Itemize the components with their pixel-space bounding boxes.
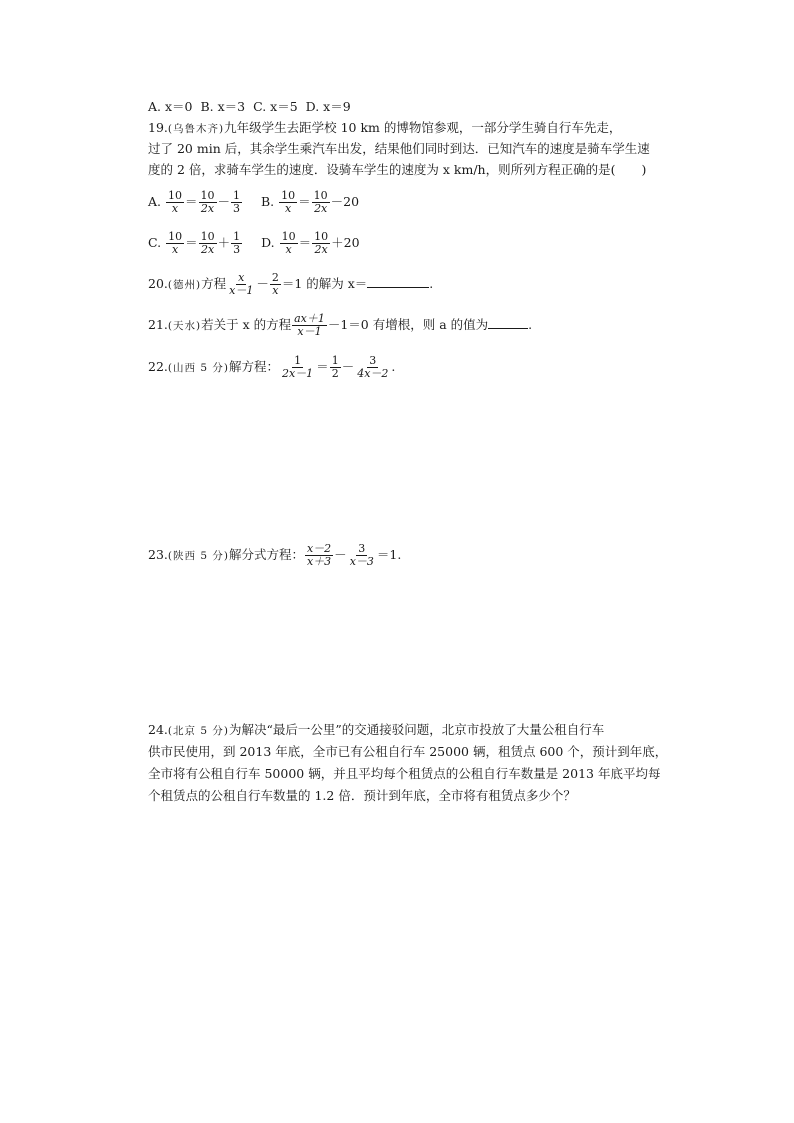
fraction: $\frac{ax+1}{x-1}$: [294, 312, 325, 338]
q21-text-post: －1＝0 有增根，则 a 的值为: [327, 317, 489, 332]
q19-options-cd: [148, 229, 360, 257]
q24-line-3: [148, 766, 660, 782]
q24-line-2: [148, 744, 667, 760]
q20-number: 20.: [148, 276, 168, 291]
q22-number: 22.: [148, 359, 168, 374]
q20-line: 20.(德州)方程 $\frac{x}{x-1}$ － $\frac{2}{x}$ ＝1 的解为 x＝ .: [148, 271, 434, 297]
q19-option-b-label: B.: [261, 194, 275, 209]
q20-text-pre: 方程: [201, 276, 227, 291]
q24-line-1: [148, 722, 604, 739]
q18-option-b: B. x＝3: [200, 99, 246, 114]
q20-text-post: ＝1 的解为 x＝: [281, 276, 368, 291]
q19-option-a-label: A.: [148, 194, 162, 209]
q24-number: 24.: [148, 722, 168, 737]
fraction: $\frac{10}{2x}$: [314, 230, 329, 256]
q24-text-3: 全市将有公租自行车 50000 辆，并且平均每个租赁点的公租自行车数量是 2013 年底平均每: [148, 766, 661, 781]
q23-text-pre: 解分式方程：: [228, 547, 304, 562]
fraction: $\frac{1}{3}$: [233, 189, 241, 215]
q21-answer-blank[interactable]: [488, 316, 528, 329]
q22-source: (山西 5 分): [167, 362, 229, 374]
q19-option-d: D. $\frac{10}{x}$ ＝ $\frac{10}{2x}$ ＋20: [261, 230, 360, 256]
q24-text-1: 为解决“最后一公里”的交通接驳问题，北京市投放了大量公租自行车: [228, 722, 605, 737]
fraction: $\frac{3}{4x-2}$: [357, 354, 389, 380]
fraction: $\frac{10}{2x}$: [200, 230, 215, 256]
fraction: $\frac{2}{x}$: [271, 271, 279, 297]
fraction: $\frac{10}{2x}$: [200, 189, 215, 215]
q19-text-2: 过了 20 min 后，其余学生乘汽车出发，结果他们同时到达．已知汽车的速度是骑车学生速: [148, 141, 650, 156]
q24-text-2: 供市民使用，到 2013 年底，全市已有公租自行车 25000 辆，租赁点 600 个，预计到年底，: [148, 744, 668, 759]
q24-line-4: [148, 788, 576, 804]
q22-text-pre: 解方程：: [228, 359, 279, 374]
q18-option-c: C. x＝5: [253, 99, 298, 114]
q21-line: 21.(天水)若关于 x 的方程 $\frac{ax+1}{x-1}$ －1＝0 有增根，则 a 的值为 .: [148, 312, 533, 338]
q19-paren-close: ): [641, 162, 647, 177]
fraction: $\frac{x}{x-1}$: [229, 271, 254, 297]
q19-source: (乌鲁木齐): [167, 123, 225, 135]
fraction: $\frac{10}{x}$: [281, 189, 296, 215]
fraction: $\frac{10}{x}$: [168, 189, 182, 215]
q23-source: (陕西 5 分): [167, 550, 229, 562]
q20-source: (德州): [167, 279, 202, 291]
q19-option-c-label: C.: [148, 235, 162, 250]
fraction: $\frac{10}{x}$: [168, 230, 183, 256]
fraction: $\frac{3}{x-3}$: [349, 542, 374, 568]
q23-number: 23.: [148, 547, 168, 562]
q18-options: [148, 99, 355, 115]
fraction: $\frac{x-2}{x+3}$: [306, 542, 332, 568]
fraction: $\frac{1}{2}$: [331, 354, 339, 380]
q19-options-ab: [148, 188, 359, 216]
q20-answer-blank[interactable]: [367, 275, 429, 288]
q23-line: 23.(陕西 5 分)解分式方程： $\frac{x-2}{x+3}$ － $\frac{3}{x-3}$ ＝1.: [148, 542, 402, 568]
fraction: $\frac{10}{2x}$: [313, 189, 328, 215]
q23-text-post: ＝1.: [376, 547, 402, 562]
q19-line-2: [148, 141, 650, 157]
q18-option-a: A. x＝0: [148, 99, 193, 114]
fraction: $\frac{10}{x}$: [281, 230, 296, 256]
q19-number: 19.: [148, 120, 168, 135]
q19-text-1: 九年级学生去距学校 10 km 的博物馆参观，一部分学生骑自行车先走，: [224, 120, 622, 135]
q21-number: 21.: [148, 317, 168, 332]
q21-source: (天水): [167, 320, 202, 332]
q19-line-1: [148, 120, 621, 137]
q19-line-3: [148, 162, 646, 178]
q24-text-4: 个租赁点的公租自行车数量的 1.2 倍．预计到年底，全市将有租赁点多少个？: [148, 788, 576, 803]
q22-line: 22.(山西 5 分)解方程： $\frac{1}{2x-1}$ ＝ $\frac{1}{2}$ － $\frac{3}{4x-2}$ .: [148, 354, 396, 380]
q19-option-b: B. $\frac{10}{x}$ ＝ $\frac{10}{2x}$ －20: [261, 189, 360, 215]
q19-option-d-label: D.: [261, 235, 275, 250]
q24-source: (北京 5 分): [167, 725, 229, 737]
fraction: $\frac{1}{3}$: [233, 230, 241, 256]
fraction: $\frac{1}{2x-1}$: [281, 354, 314, 380]
q19-option-a: A. $\frac{10}{x}$ ＝ $\frac{10}{2x}$ － $\frac{1}{3}$: [148, 189, 241, 215]
q18-option-d: D. x＝9: [305, 99, 351, 114]
q19-option-c: C. $\frac{10}{x}$ ＝ $\frac{10}{2x}$ ＋ $\frac{1}{3}$: [148, 230, 241, 256]
q21-text-pre: 若关于 x 的方程: [201, 317, 292, 332]
q19-text-3: 度的 2 倍，求骑车学生的速度．设骑车学生的速度为 x km/h，则所列方程正确的是(: [148, 162, 616, 177]
